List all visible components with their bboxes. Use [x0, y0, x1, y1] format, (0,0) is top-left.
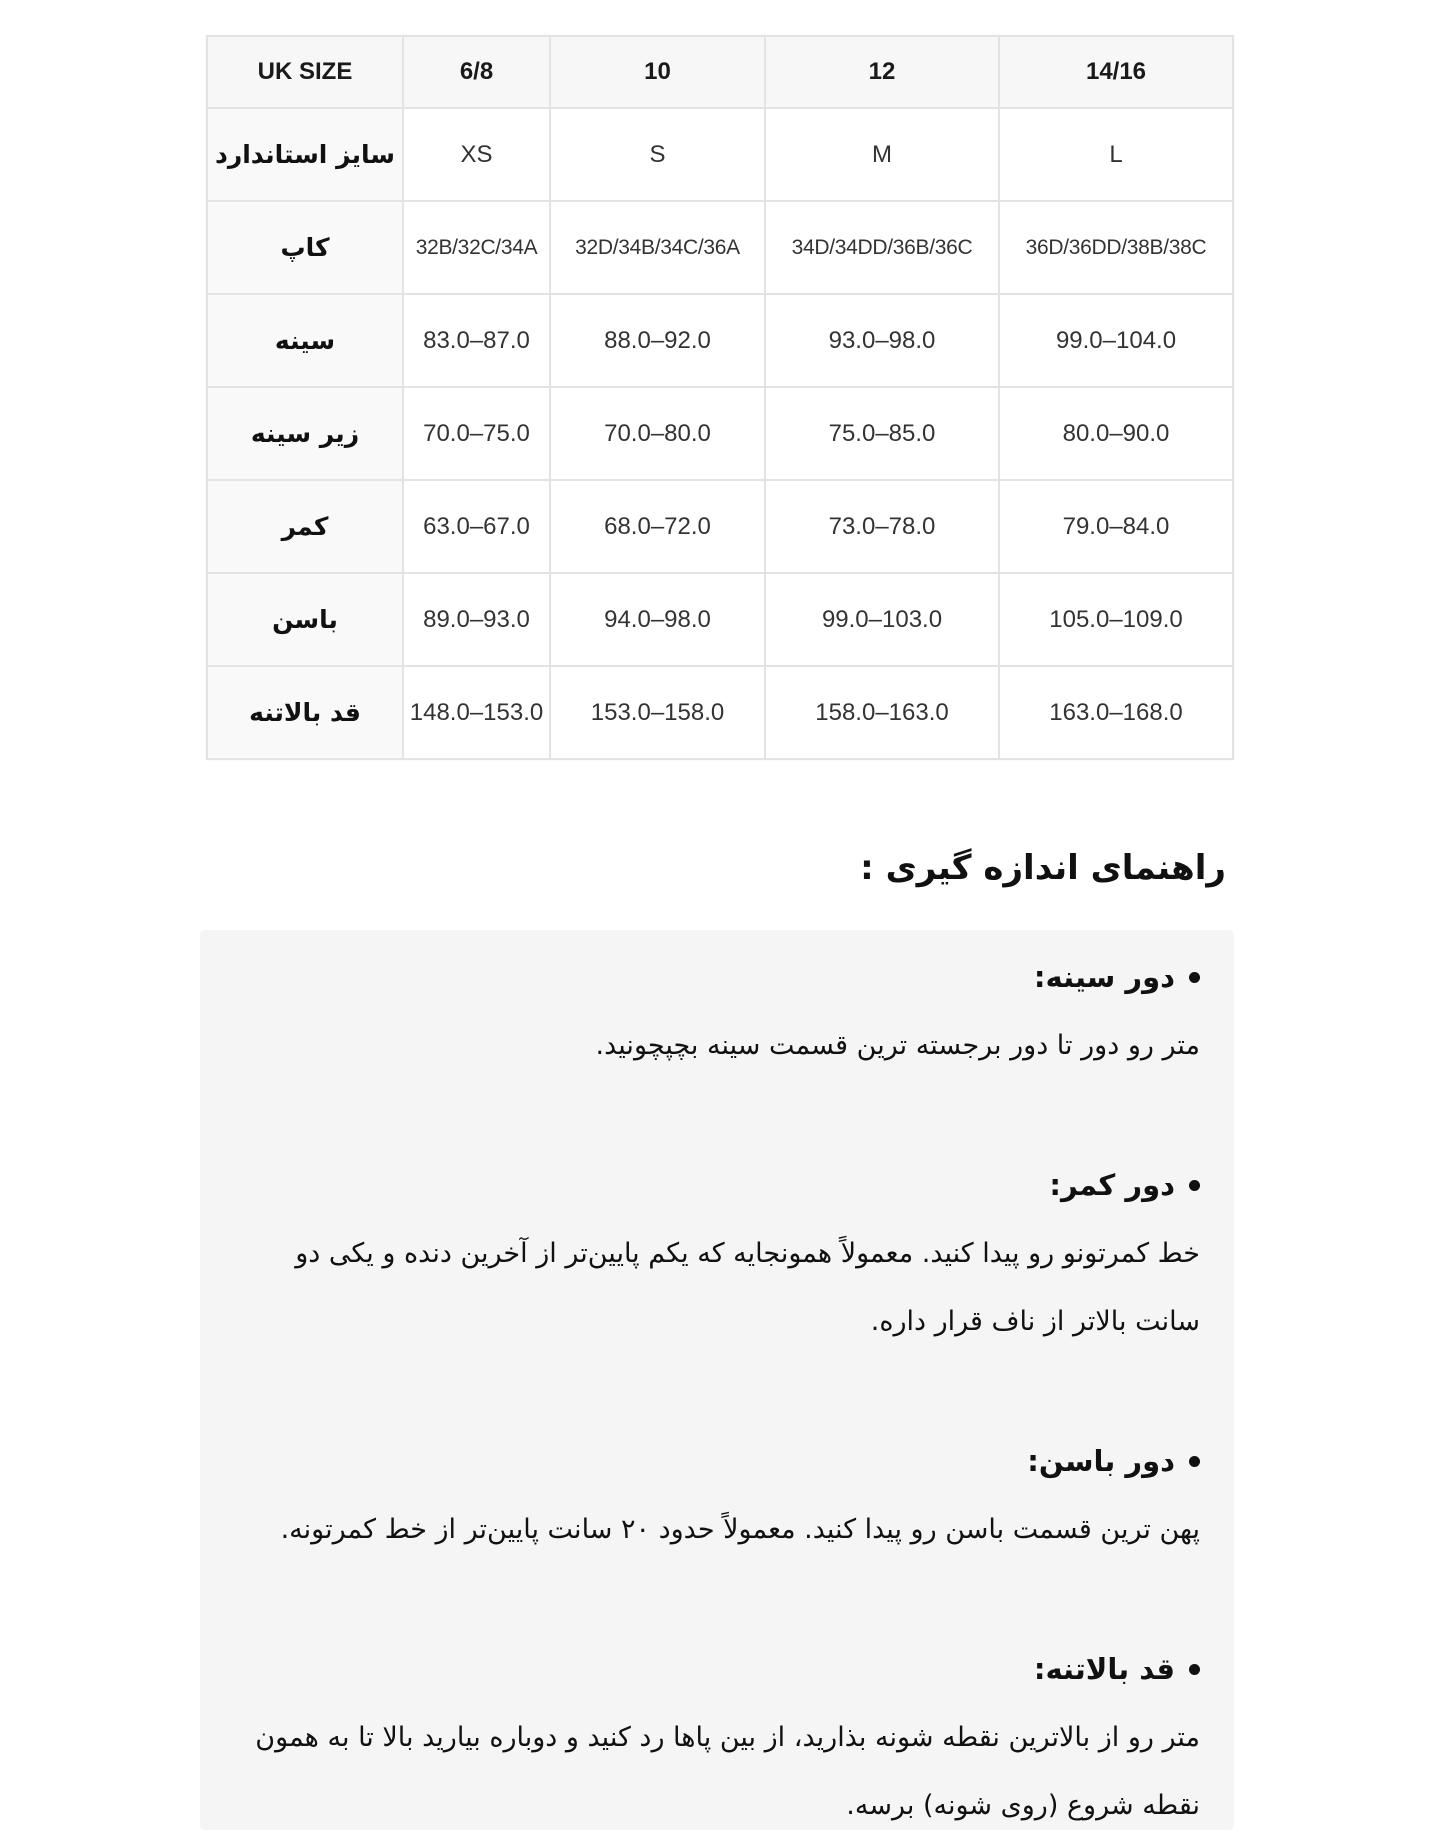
- guide-item-text: متر رو دور تا دور برجسته ترین قسمت سینه بچپچونید.: [595, 1030, 1200, 1061]
- guide-item-text: متر رو از بالاترین نقطه شونه بذارید، از بین پاها رد کنید و دوباره بیارید بالا تا به همون نقطه شروع (روی شونه) برسه.: [255, 1722, 1200, 1821]
- table-cell: 163.0–168.0: [999, 666, 1233, 759]
- header-size-14-16: 14/16: [999, 36, 1233, 108]
- guide-item-title-text: دور باسن:: [1027, 1444, 1175, 1478]
- table-cell: 88.0–92.0: [550, 294, 765, 387]
- guide-item-torso: [224, 1644, 1210, 1840]
- table-row-standard-size: [207, 108, 1233, 201]
- header-size-10: 10: [550, 36, 765, 108]
- table-row-underbust: [207, 387, 1233, 480]
- guide-item-title-text: قد بالاتنه:: [1033, 1652, 1175, 1686]
- table-cell: 148.0–153.0: [403, 666, 550, 759]
- table-cell: 80.0–90.0: [999, 387, 1233, 480]
- bullet-icon: [1189, 1180, 1200, 1191]
- table-cell: 36D/36DD/38B/38C: [999, 201, 1233, 294]
- table-cell: 83.0–87.0: [403, 294, 550, 387]
- guide-item-bust: [224, 952, 1210, 1080]
- guide-item-text: خط کمرتونو رو پیدا کنید. معمولاً همونجایه که یکم پایین‌تر از آخرین دنده و یکی دو سانت بالاتر از ناف قرار داره.: [295, 1238, 1200, 1337]
- table-cell: XS: [403, 108, 550, 201]
- table-row-bust: [207, 294, 1233, 387]
- header-uk-size-label: UK SIZE: [207, 36, 403, 108]
- table-cell: 158.0–163.0: [765, 666, 999, 759]
- table-cell: 63.0–67.0: [403, 480, 550, 573]
- guide-item-title-text: دور سینه:: [1033, 960, 1175, 994]
- measurement-guide-heading: راهنمای اندازه گیری :: [860, 848, 1226, 888]
- table-cell: 93.0–98.0: [765, 294, 999, 387]
- table-cell: S: [550, 108, 765, 201]
- row-label: زیر سینه: [207, 387, 403, 480]
- bullet-icon: [1189, 1664, 1200, 1675]
- guide-item-title: [224, 952, 1200, 1002]
- table-cell: 89.0–93.0: [403, 573, 550, 666]
- row-label: کاپ: [207, 201, 403, 294]
- size-table-header-row: [207, 36, 1233, 108]
- table-cell: 79.0–84.0: [999, 480, 1233, 573]
- table-cell: L: [999, 108, 1233, 201]
- table-cell: M: [765, 108, 999, 201]
- table-row-torso: [207, 666, 1233, 759]
- header-size-6-8: 6/8: [403, 36, 550, 108]
- table-cell: 68.0–72.0: [550, 480, 765, 573]
- measurement-guide-box: [200, 930, 1234, 1830]
- table-row-cup: [207, 201, 1233, 294]
- table-cell: 70.0–80.0: [550, 387, 765, 480]
- table-cell: 32D/34B/34C/36A: [550, 201, 765, 294]
- bullet-icon: [1189, 972, 1200, 983]
- table-row-hips: [207, 573, 1233, 666]
- guide-item-title: [224, 1436, 1200, 1486]
- guide-item-waist: [224, 1160, 1210, 1356]
- table-cell: 34D/34DD/36B/36C: [765, 201, 999, 294]
- guide-item-title: [224, 1644, 1200, 1694]
- guide-item-text: پهن ترین قسمت باسن رو پیدا کنید. معمولاً حدود ۲۰ سانت پایین‌تر از خط کمرتونه.: [280, 1514, 1200, 1545]
- table-row-waist: [207, 480, 1233, 573]
- bullet-icon: [1189, 1456, 1200, 1467]
- table-cell: 99.0–103.0: [765, 573, 999, 666]
- table-cell: 99.0–104.0: [999, 294, 1233, 387]
- table-cell: 94.0–98.0: [550, 573, 765, 666]
- table-cell: 73.0–78.0: [765, 480, 999, 573]
- row-label: سینه: [207, 294, 403, 387]
- row-label: قد بالاتنه: [207, 666, 403, 759]
- row-label: کمر: [207, 480, 403, 573]
- table-cell: 105.0–109.0: [999, 573, 1233, 666]
- guide-item-title-text: دور کمر:: [1049, 1168, 1175, 1202]
- guide-item-hips: [224, 1436, 1210, 1564]
- table-cell: 153.0–158.0: [550, 666, 765, 759]
- size-chart-table: [206, 35, 1234, 760]
- guide-item-title: [224, 1160, 1200, 1210]
- table-cell: 70.0–75.0: [403, 387, 550, 480]
- table-cell: 75.0–85.0: [765, 387, 999, 480]
- header-size-12: 12: [765, 36, 999, 108]
- row-label: باسن: [207, 573, 403, 666]
- row-label: سایز استاندارد: [207, 108, 403, 201]
- table-cell: 32B/32C/34A: [403, 201, 550, 294]
